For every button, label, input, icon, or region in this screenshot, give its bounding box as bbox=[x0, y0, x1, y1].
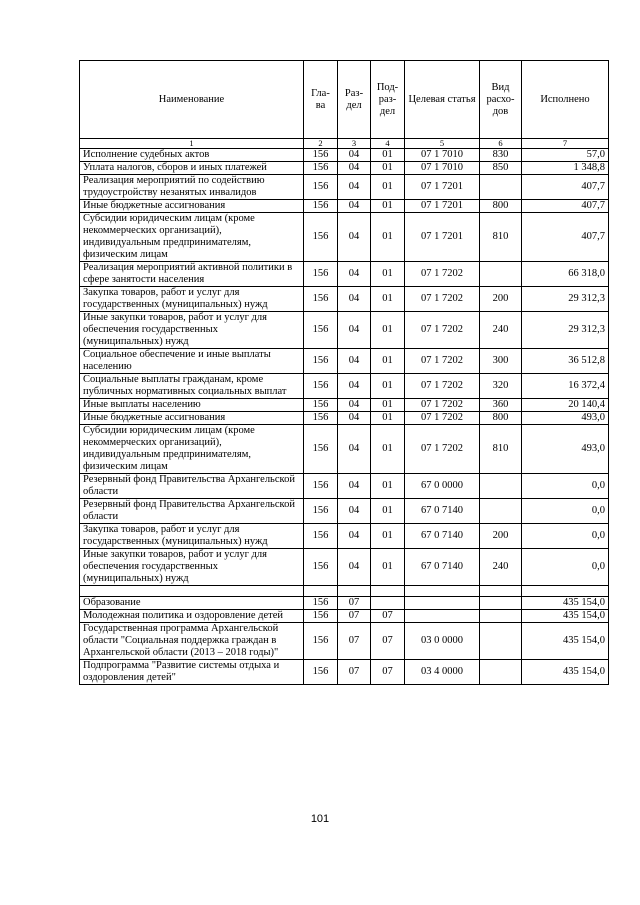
cell-name: Реализация мероприятий активной политики в сфере занятости населения bbox=[80, 262, 304, 287]
cell-vid bbox=[480, 175, 522, 200]
cell-name: Государственная программа Архангельской области "Социальная поддержка граждан в Архангельской области (2013 – 2018 годы)" bbox=[80, 623, 304, 660]
cell-glava: 156 bbox=[304, 374, 338, 399]
cell-razdel: 04 bbox=[338, 200, 371, 213]
cell-glava: 156 bbox=[304, 425, 338, 474]
cell-name: Исполнение судебных актов bbox=[80, 149, 304, 162]
header-podrazdel: Под-раз-дел bbox=[371, 61, 405, 139]
cell-glava: 156 bbox=[304, 162, 338, 175]
cell-vid bbox=[480, 597, 522, 610]
cell-razdel: 04 bbox=[338, 349, 371, 374]
cell-glava: 156 bbox=[304, 499, 338, 524]
header-target: Целевая статья bbox=[405, 61, 480, 139]
cell-name: Иные бюджетные ассигнования bbox=[80, 412, 304, 425]
budget-table bbox=[79, 60, 609, 685]
cell-target: 07 1 7202 bbox=[405, 312, 480, 349]
cell-glava: 156 bbox=[304, 213, 338, 262]
cell-razdel: 04 bbox=[338, 412, 371, 425]
cell-glava: 156 bbox=[304, 597, 338, 610]
column-number: 1 bbox=[80, 139, 304, 149]
cell-vid: 800 bbox=[480, 412, 522, 425]
cell-target: 03 0 0000 bbox=[405, 623, 480, 660]
cell-done: 16 372,4 bbox=[522, 374, 609, 399]
cell-done: 0,0 bbox=[522, 499, 609, 524]
cell-glava: 156 bbox=[304, 312, 338, 349]
cell-done bbox=[522, 586, 609, 597]
cell-razdel: 04 bbox=[338, 287, 371, 312]
cell-razdel: 07 bbox=[338, 597, 371, 610]
cell-name: Закупка товаров, работ и услуг для государственных (муниципальных) нужд bbox=[80, 524, 304, 549]
cell-glava: 156 bbox=[304, 660, 338, 685]
cell-name: Молодежная политика и оздоровление детей bbox=[80, 610, 304, 623]
cell-vid: 200 bbox=[480, 524, 522, 549]
cell-glava: 156 bbox=[304, 262, 338, 287]
cell-vid: 200 bbox=[480, 287, 522, 312]
cell-done: 66 318,0 bbox=[522, 262, 609, 287]
cell-glava: 156 bbox=[304, 349, 338, 374]
column-number: 2 bbox=[304, 139, 338, 149]
table-row bbox=[80, 287, 609, 312]
cell-glava: 156 bbox=[304, 610, 338, 623]
cell-podrazdel: 01 bbox=[371, 149, 405, 162]
cell-name: Социальное обеспечение и иные выплаты населению bbox=[80, 349, 304, 374]
cell-glava: 156 bbox=[304, 287, 338, 312]
cell-name: Субсидии юридическим лицам (кроме некоммерческих организаций), индивидуальным предпринимателям, физическим лицам bbox=[80, 213, 304, 262]
cell-podrazdel: 01 bbox=[371, 474, 405, 499]
cell-done: 435 154,0 bbox=[522, 610, 609, 623]
cell-target bbox=[405, 610, 480, 623]
cell-podrazdel bbox=[371, 597, 405, 610]
cell-vid bbox=[480, 610, 522, 623]
header-done: Исполнено bbox=[522, 61, 609, 139]
cell-name: Подпрограмма "Развитие системы отдыха и оздоровления детей" bbox=[80, 660, 304, 685]
cell-done: 493,0 bbox=[522, 412, 609, 425]
cell-vid bbox=[480, 623, 522, 660]
cell-target: 07 1 7202 bbox=[405, 412, 480, 425]
cell-name bbox=[80, 586, 304, 597]
cell-done: 29 312,3 bbox=[522, 287, 609, 312]
cell-target: 07 1 7010 bbox=[405, 162, 480, 175]
cell-done: 36 512,8 bbox=[522, 349, 609, 374]
cell-name: Иные выплаты населению bbox=[80, 399, 304, 412]
cell-vid: 320 bbox=[480, 374, 522, 399]
cell-target: 67 0 0000 bbox=[405, 474, 480, 499]
cell-razdel: 04 bbox=[338, 213, 371, 262]
cell-razdel: 07 bbox=[338, 610, 371, 623]
table-row bbox=[80, 349, 609, 374]
header-name: Наименование bbox=[80, 61, 304, 139]
cell-podrazdel: 01 bbox=[371, 162, 405, 175]
cell-target: 07 1 7202 bbox=[405, 287, 480, 312]
cell-name: Уплата налогов, сборов и иных платежей bbox=[80, 162, 304, 175]
cell-target bbox=[405, 597, 480, 610]
cell-razdel: 04 bbox=[338, 524, 371, 549]
cell-target: 07 1 7202 bbox=[405, 374, 480, 399]
table-row bbox=[80, 597, 609, 610]
cell-glava: 156 bbox=[304, 412, 338, 425]
cell-vid: 240 bbox=[480, 312, 522, 349]
cell-razdel bbox=[338, 586, 371, 597]
cell-vid: 850 bbox=[480, 162, 522, 175]
cell-name: Резервный фонд Правительства Архангельской области bbox=[80, 499, 304, 524]
table-row bbox=[80, 586, 609, 597]
cell-vid: 360 bbox=[480, 399, 522, 412]
cell-razdel: 07 bbox=[338, 660, 371, 685]
cell-podrazdel: 01 bbox=[371, 425, 405, 474]
cell-vid bbox=[480, 660, 522, 685]
cell-vid: 800 bbox=[480, 200, 522, 213]
cell-vid bbox=[480, 474, 522, 499]
table-body bbox=[80, 149, 609, 685]
cell-vid: 810 bbox=[480, 425, 522, 474]
cell-glava: 156 bbox=[304, 549, 338, 586]
cell-done: 0,0 bbox=[522, 549, 609, 586]
cell-done: 1 348,8 bbox=[522, 162, 609, 175]
cell-podrazdel: 01 bbox=[371, 213, 405, 262]
column-number: 3 bbox=[338, 139, 371, 149]
cell-podrazdel: 01 bbox=[371, 262, 405, 287]
cell-podrazdel: 01 bbox=[371, 412, 405, 425]
cell-name: Реализация мероприятий по содействию трудоустройству незанятых инвалидов bbox=[80, 175, 304, 200]
table-row bbox=[80, 623, 609, 660]
cell-glava: 156 bbox=[304, 200, 338, 213]
cell-glava: 156 bbox=[304, 175, 338, 200]
cell-vid bbox=[480, 262, 522, 287]
page-number: 101 bbox=[310, 813, 330, 825]
cell-name: Образование bbox=[80, 597, 304, 610]
table-row bbox=[80, 549, 609, 586]
cell-razdel: 04 bbox=[338, 149, 371, 162]
table-row bbox=[80, 213, 609, 262]
column-number: 4 bbox=[371, 139, 405, 149]
cell-razdel: 04 bbox=[338, 399, 371, 412]
column-number: 6 bbox=[480, 139, 522, 149]
cell-vid bbox=[480, 499, 522, 524]
cell-done: 57,0 bbox=[522, 149, 609, 162]
cell-podrazdel: 01 bbox=[371, 200, 405, 213]
table-row bbox=[80, 262, 609, 287]
cell-target: 07 1 7201 bbox=[405, 213, 480, 262]
cell-podrazdel: 07 bbox=[371, 623, 405, 660]
column-number: 7 bbox=[522, 139, 609, 149]
cell-done: 435 154,0 bbox=[522, 623, 609, 660]
cell-razdel: 04 bbox=[338, 262, 371, 287]
cell-vid: 830 bbox=[480, 149, 522, 162]
cell-glava bbox=[304, 586, 338, 597]
table-row bbox=[80, 499, 609, 524]
cell-done: 493,0 bbox=[522, 425, 609, 474]
cell-name: Субсидии юридическим лицам (кроме некоммерческих организаций), индивидуальным предпринимателям, физическим лицам bbox=[80, 425, 304, 474]
cell-target: 07 1 7202 bbox=[405, 399, 480, 412]
column-number: 5 bbox=[405, 139, 480, 149]
cell-podrazdel: 01 bbox=[371, 175, 405, 200]
cell-name: Иные закупки товаров, работ и услуг для обеспечения государственных (муниципальных) нужд bbox=[80, 549, 304, 586]
cell-vid: 810 bbox=[480, 213, 522, 262]
cell-done: 407,7 bbox=[522, 213, 609, 262]
cell-podrazdel: 01 bbox=[371, 549, 405, 586]
cell-name: Закупка товаров, работ и услуг для государственных (муниципальных) нужд bbox=[80, 287, 304, 312]
table-row bbox=[80, 660, 609, 685]
header-row bbox=[80, 61, 609, 139]
table-row bbox=[80, 312, 609, 349]
cell-razdel: 04 bbox=[338, 499, 371, 524]
cell-target: 67 0 7140 bbox=[405, 549, 480, 586]
table-row bbox=[80, 610, 609, 623]
cell-target: 03 4 0000 bbox=[405, 660, 480, 685]
cell-razdel: 04 bbox=[338, 175, 371, 200]
cell-razdel: 04 bbox=[338, 549, 371, 586]
table-row bbox=[80, 175, 609, 200]
cell-name: Резервный фонд Правительства Архангельской области bbox=[80, 474, 304, 499]
column-number-row bbox=[80, 139, 609, 149]
cell-podrazdel: 01 bbox=[371, 524, 405, 549]
cell-glava: 156 bbox=[304, 399, 338, 412]
table-row bbox=[80, 162, 609, 175]
cell-done: 0,0 bbox=[522, 524, 609, 549]
cell-podrazdel: 01 bbox=[371, 499, 405, 524]
table-row bbox=[80, 412, 609, 425]
cell-done: 435 154,0 bbox=[522, 597, 609, 610]
cell-razdel: 04 bbox=[338, 312, 371, 349]
cell-razdel: 04 bbox=[338, 474, 371, 499]
cell-glava: 156 bbox=[304, 149, 338, 162]
cell-razdel: 04 bbox=[338, 374, 371, 399]
table-row bbox=[80, 474, 609, 499]
header-vid: Вид расхо-дов bbox=[480, 61, 522, 139]
cell-razdel: 04 bbox=[338, 425, 371, 474]
cell-target bbox=[405, 586, 480, 597]
cell-done: 20 140,4 bbox=[522, 399, 609, 412]
cell-podrazdel bbox=[371, 586, 405, 597]
cell-vid bbox=[480, 586, 522, 597]
cell-razdel: 04 bbox=[338, 162, 371, 175]
cell-razdel: 07 bbox=[338, 623, 371, 660]
table-row bbox=[80, 524, 609, 549]
cell-glava: 156 bbox=[304, 623, 338, 660]
cell-done: 0,0 bbox=[522, 474, 609, 499]
cell-target: 07 1 7201 bbox=[405, 175, 480, 200]
header-razdel: Раз-дел bbox=[338, 61, 371, 139]
cell-podrazdel: 01 bbox=[371, 287, 405, 312]
table-row bbox=[80, 374, 609, 399]
cell-target: 67 0 7140 bbox=[405, 524, 480, 549]
cell-target: 07 1 7201 bbox=[405, 200, 480, 213]
cell-target: 07 1 7202 bbox=[405, 262, 480, 287]
cell-target: 07 1 7202 bbox=[405, 425, 480, 474]
cell-vid: 240 bbox=[480, 549, 522, 586]
cell-podrazdel: 01 bbox=[371, 349, 405, 374]
cell-target: 07 1 7202 bbox=[405, 349, 480, 374]
table-row bbox=[80, 200, 609, 213]
cell-glava: 156 bbox=[304, 474, 338, 499]
cell-name: Иные закупки товаров, работ и услуг для обеспечения государственных (муниципальных) нужд bbox=[80, 312, 304, 349]
cell-done: 407,7 bbox=[522, 175, 609, 200]
cell-podrazdel: 07 bbox=[371, 610, 405, 623]
cell-done: 407,7 bbox=[522, 200, 609, 213]
cell-target: 67 0 7140 bbox=[405, 499, 480, 524]
cell-target: 07 1 7010 bbox=[405, 149, 480, 162]
cell-podrazdel: 07 bbox=[371, 660, 405, 685]
cell-vid: 300 bbox=[480, 349, 522, 374]
cell-podrazdel: 01 bbox=[371, 399, 405, 412]
cell-name: Иные бюджетные ассигнования bbox=[80, 200, 304, 213]
header-glava: Гла-ва bbox=[304, 61, 338, 139]
cell-podrazdel: 01 bbox=[371, 312, 405, 349]
cell-done: 435 154,0 bbox=[522, 660, 609, 685]
cell-done: 29 312,3 bbox=[522, 312, 609, 349]
cell-podrazdel: 01 bbox=[371, 374, 405, 399]
table-row bbox=[80, 399, 609, 412]
table-row bbox=[80, 149, 609, 162]
table-row bbox=[80, 425, 609, 474]
cell-name: Социальные выплаты гражданам, кроме публичных нормативных социальных выплат bbox=[80, 374, 304, 399]
cell-glava: 156 bbox=[304, 524, 338, 549]
